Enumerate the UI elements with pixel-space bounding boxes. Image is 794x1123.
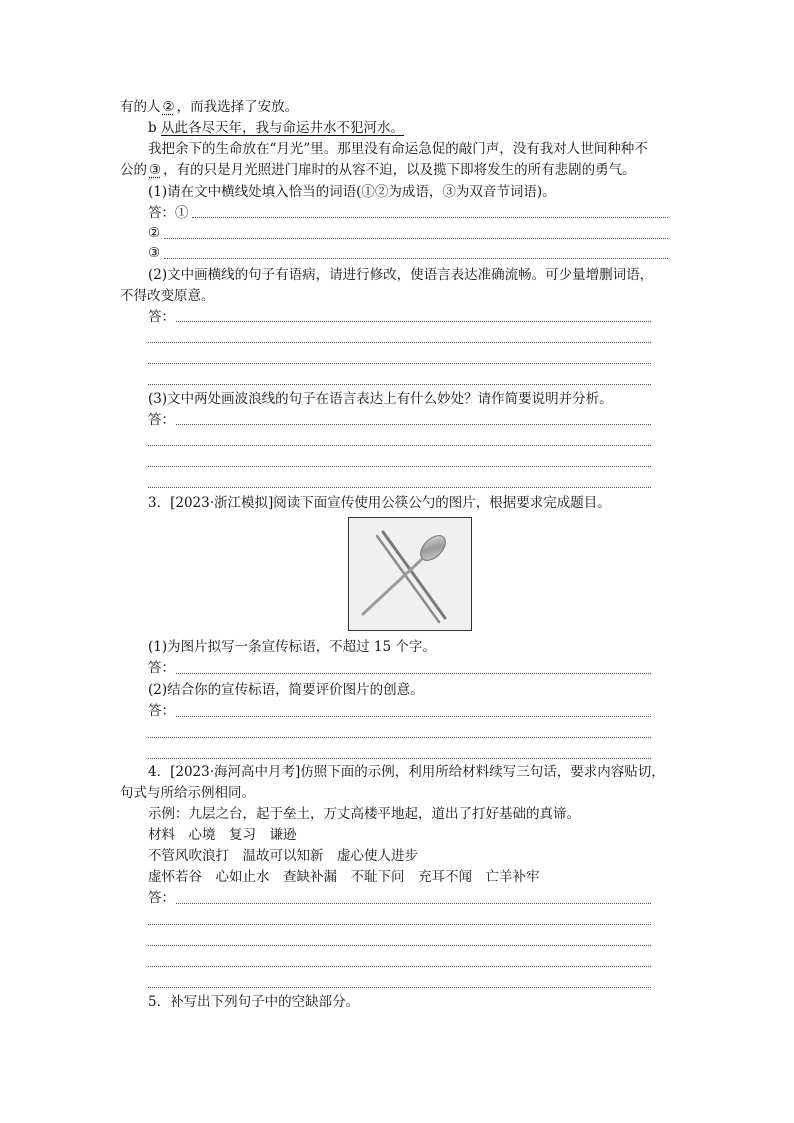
q3-sub1: (1)为图片拟写一条宣传标语，不超过 15 个字。 <box>148 639 436 655</box>
chopsticks-spoon-icon <box>349 518 471 630</box>
answer-label: 答：① <box>148 205 189 221</box>
answer-line[interactable] <box>148 363 651 364</box>
q2-sub1: (1)请在文中横线处填入恰当的词语(①②为成语，③为双音节词语)。 <box>148 184 556 200</box>
chopsticks-spoon-image <box>348 517 472 631</box>
answer-line[interactable] <box>164 238 668 239</box>
answer-line[interactable] <box>148 737 651 738</box>
q2-line-a: 有的人 ② ，而我选择了安放。 <box>120 99 299 115</box>
answer-mark-2: ② <box>148 225 161 241</box>
answer-line[interactable] <box>148 758 651 759</box>
q4-materials-row1: 不管风吹浪打 温故可以知新 虚心使人进步 <box>148 848 418 864</box>
answer-line[interactable] <box>164 258 668 259</box>
answer-label: 答： <box>148 412 175 428</box>
answer-line[interactable] <box>148 966 651 967</box>
q4-materials: 材料 心境 复习 谦逊 <box>148 827 297 843</box>
answer-line[interactable] <box>176 903 651 904</box>
answer-line[interactable] <box>148 342 651 343</box>
answer-line[interactable] <box>192 217 668 218</box>
q4-title: 4．[2023·海河高中月考]仿照下面的示例，利用所给材料续写三句话，要求内容贴切， <box>148 764 665 780</box>
q2-sub2-line1: (2)文中画横线的句子有语病，请进行修改，使语言表达准确流畅。可少量增删词语， <box>148 267 654 283</box>
answer-line[interactable] <box>148 945 651 946</box>
underlined-sentence: 从此各尽天年，我与命运井水不犯河水。 <box>160 120 404 136</box>
answer-line[interactable] <box>148 384 651 385</box>
answer-line[interactable] <box>176 424 651 425</box>
answer-line[interactable] <box>176 716 651 717</box>
q3-sub2: (2)结合你的宣传标语，简要评价图片的创意。 <box>148 682 424 698</box>
q2-sub3: (3)文中两处画波浪线的句子在语言表达上有什么妙处？请作简要说明并分析。 <box>148 391 613 407</box>
q4-example: 示例：九层之台，起于垒土，万丈高楼平地起，道出了打好基础的真谛。 <box>148 806 580 822</box>
q2-sub2-line2: 不得改变原意。 <box>120 288 215 304</box>
q3-title: 3．[2023·浙江模拟]阅读下面宣传使用公筷公勺的图片，根据要求完成题目。 <box>148 495 611 511</box>
answer-line[interactable] <box>148 445 651 446</box>
answer-line[interactable] <box>176 673 651 674</box>
q4-materials-row2: 虚怀若谷 心如止水 查缺补漏 不耻下问 充耳不闻 亡羊补牢 <box>148 869 540 885</box>
answer-line[interactable] <box>148 987 651 988</box>
answer-label: 答： <box>148 660 175 676</box>
answer-line[interactable] <box>148 924 651 925</box>
answer-line[interactable] <box>148 487 651 488</box>
blank-2: ② <box>162 99 175 115</box>
answer-label: 答： <box>148 309 175 325</box>
q2-para-line1: 我把余下的生命放在“月光”里。那里没有命运急促的敲门声，没有我对人世间种种不 <box>148 141 648 157</box>
q5-title: 5．补写出下列句子中的空缺部分。 <box>148 994 360 1010</box>
q2-line-b: b 从此各尽天年，我与命运井水不犯河水。 <box>148 120 404 136</box>
q4-title-cont: 句式与所给示例相同。 <box>120 785 255 801</box>
answer-mark-3: ③ <box>148 245 161 261</box>
q2-para-line2: 公的 ③ ，有的只是月光照进门扉时的从容不迫，以及揽下即将发生的所有悲剧的勇气。 <box>120 162 636 178</box>
answer-line[interactable] <box>148 466 651 467</box>
answer-line[interactable] <box>176 321 651 322</box>
blank-3: ③ <box>149 162 162 178</box>
answer-label: 答： <box>148 890 175 906</box>
answer-label: 答： <box>148 703 175 719</box>
